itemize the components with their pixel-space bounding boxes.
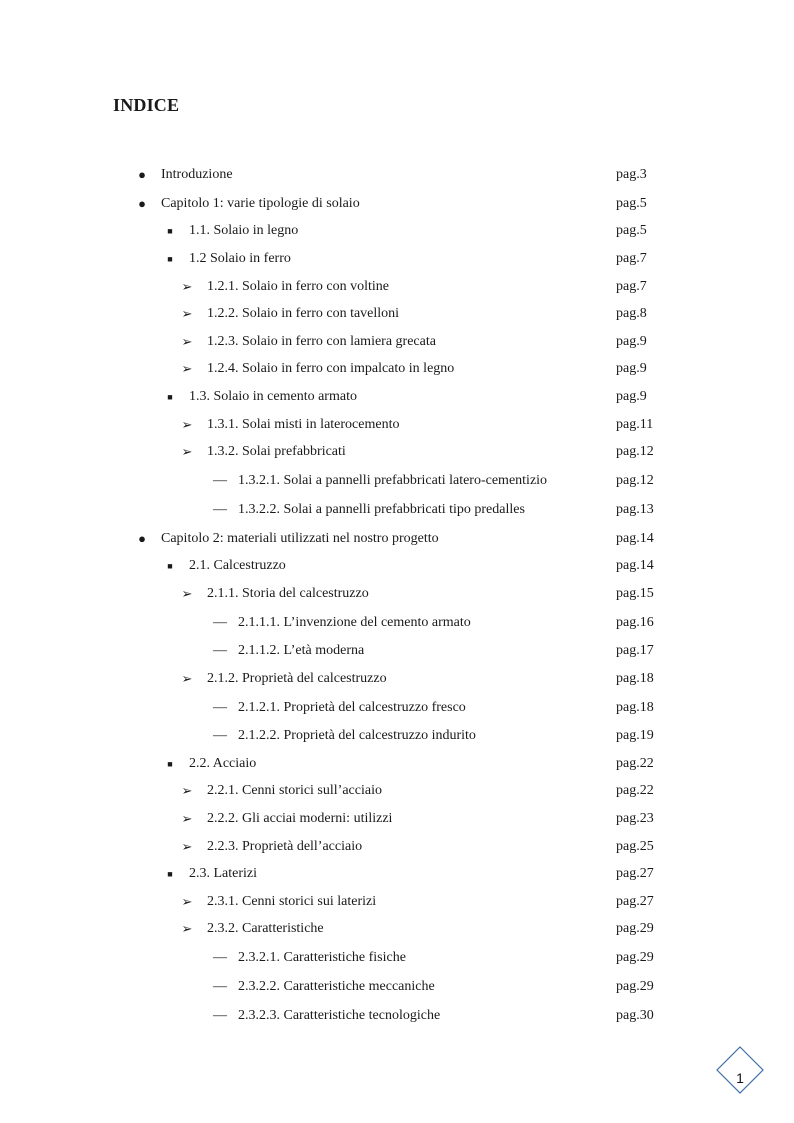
arrow-bullet-icon: ➢ <box>181 921 193 936</box>
toc-entry <box>0 358 794 380</box>
toc-entry-label: 2.1. Calcestruzzo <box>189 558 286 573</box>
toc-entry-label: 1.3.2.1. Solai a pannelli prefabbricati latero-cementizio <box>238 473 548 488</box>
toc-entry <box>0 697 794 719</box>
toc-entry-page: pag.8 <box>616 306 647 321</box>
toc-entry <box>0 386 794 408</box>
toc-entry <box>0 499 794 521</box>
toc-entry-page: pag.11 <box>616 417 654 432</box>
dash-bullet-icon: — <box>213 728 227 743</box>
arrow-bullet-icon: ➢ <box>181 306 193 321</box>
toc-entry <box>0 248 794 270</box>
toc-entry-page: pag.5 <box>616 223 647 238</box>
toc-entry-label: 2.3.2.3. Caratteristiche tecnologiche <box>238 1008 441 1023</box>
toc-entry-label: 1.2 Solaio in ferro <box>189 251 291 266</box>
page-number: 1 <box>736 1070 744 1086</box>
toc-entry-label: Introduzione <box>161 167 233 182</box>
toc-entry-label: 2.2.2. Gli acciai moderni: utilizzi <box>207 811 393 826</box>
toc-entry-label: 2.3.1. Cenni storici sui laterizi <box>207 894 377 909</box>
arrow-bullet-icon: ➢ <box>181 586 193 601</box>
toc-entry-label: 2.3. Laterizi <box>189 866 258 881</box>
arrow-bullet-icon: ➢ <box>181 334 193 349</box>
toc-entry-page: pag.29 <box>616 950 654 965</box>
toc-entry <box>0 918 794 940</box>
dash-bullet-icon: — <box>213 700 227 715</box>
toc-entry-page: pag.29 <box>616 979 654 994</box>
square-bullet-icon: ■ <box>167 759 173 769</box>
dash-bullet-icon: — <box>213 979 227 994</box>
toc-entry-page: pag.27 <box>616 894 654 909</box>
toc-entry-label: 2.2. Acciaio <box>189 756 257 771</box>
toc-entry <box>0 583 794 605</box>
toc-entry-label: 1.3.2.2. Solai a pannelli prefabbricati tipo predalles <box>238 502 525 517</box>
toc-entry-page: pag.12 <box>616 444 654 459</box>
toc-entry-label: 2.1.2. Proprietà del calcestruzzo <box>207 671 387 686</box>
toc-entry-label: 2.3.2.2. Caratteristiche meccaniche <box>238 979 435 994</box>
toc-entry-label: Capitolo 2: materiali utilizzati nel nostro progetto <box>161 531 439 546</box>
toc-entry-page: pag.7 <box>616 251 647 266</box>
toc-entry-label: 1.3.1. Solai misti in laterocemento <box>207 417 400 432</box>
toc-entry <box>0 528 794 550</box>
page-number-badge <box>716 1046 764 1094</box>
toc-entry-page: pag.7 <box>616 279 647 294</box>
toc-entry-page: pag.23 <box>616 811 654 826</box>
toc-entry <box>0 836 794 858</box>
arrow-bullet-icon: ➢ <box>181 811 193 826</box>
square-bullet-icon: ■ <box>167 254 173 264</box>
toc-entry-page: pag.14 <box>616 531 654 546</box>
toc-entry-label: 2.1.2.2. Proprietà del calcestruzzo indurito <box>238 728 476 743</box>
arrow-bullet-icon: ➢ <box>181 444 193 459</box>
toc-entry-label: Capitolo 1: varie tipologie di solaio <box>161 196 360 211</box>
toc-entry <box>0 863 794 885</box>
toc-entry-label: 2.1.1.1. L’invenzione del cemento armato <box>238 615 471 630</box>
toc-entry-label: 1.2.2. Solaio in ferro con tavelloni <box>207 306 400 321</box>
toc-entry <box>0 780 794 802</box>
toc-entry-page: pag.22 <box>616 783 654 798</box>
toc-entry <box>0 753 794 775</box>
toc-entry-page: pag.5 <box>616 196 647 211</box>
dash-bullet-icon: — <box>213 1008 227 1023</box>
toc-entry-page: pag.13 <box>616 502 654 517</box>
toc-entry-page: pag.9 <box>616 389 647 404</box>
toc-entry-page: pag.19 <box>616 728 654 743</box>
dash-bullet-icon: — <box>213 950 227 965</box>
toc-entry <box>0 303 794 325</box>
toc-entry-page: pag.18 <box>616 671 654 686</box>
square-bullet-icon: ■ <box>167 392 173 402</box>
dash-bullet-icon: — <box>213 502 227 517</box>
toc-entry-label: 2.2.1. Cenni storici sull’acciaio <box>207 783 382 798</box>
toc-entry-page: pag.16 <box>616 615 654 630</box>
toc-entry <box>0 947 794 969</box>
arrow-bullet-icon: ➢ <box>181 839 193 854</box>
page-title: INDICE <box>113 95 180 115</box>
toc-entry-page: pag.9 <box>616 361 647 376</box>
dash-bullet-icon: — <box>213 643 227 658</box>
toc-entry-page: pag.18 <box>616 700 654 715</box>
toc-entry-label: 2.1.1.2. L’età moderna <box>238 643 365 658</box>
toc-entry-label: 1.3.2. Solai prefabbricati <box>207 444 346 459</box>
arrow-bullet-icon: ➢ <box>181 279 193 294</box>
toc-entry <box>0 331 794 353</box>
toc-entry <box>0 640 794 662</box>
bullet-icon: ● <box>138 531 146 546</box>
toc-entry-page: pag.12 <box>616 473 654 488</box>
arrow-bullet-icon: ➢ <box>181 361 193 376</box>
toc-entry <box>0 276 794 298</box>
toc-entry <box>0 193 794 215</box>
toc-entry-label: 1.1. Solaio in legno <box>189 223 299 238</box>
toc-entry-label: 2.3.2. Caratteristiche <box>207 921 324 936</box>
toc-entry <box>0 470 794 492</box>
toc-entry-label: 2.2.3. Proprietà dell’acciaio <box>207 839 363 854</box>
toc-entry-page: pag.15 <box>616 586 654 601</box>
toc-entry <box>0 725 794 747</box>
toc-entry-page: pag.25 <box>616 839 654 854</box>
toc-entry <box>0 164 794 186</box>
toc-entry-label: 2.1.1. Storia del calcestruzzo <box>207 586 369 601</box>
toc-entry <box>0 976 794 998</box>
toc-entry <box>0 612 794 634</box>
toc-entry-label: 1.2.1. Solaio in ferro con voltine <box>207 279 389 294</box>
toc-entry-page: pag.27 <box>616 866 654 881</box>
toc-entry-label: 1.3. Solaio in cemento armato <box>189 389 357 404</box>
toc-entry-page: pag.14 <box>616 558 654 573</box>
toc-entry-page: pag.29 <box>616 921 654 936</box>
toc-entry <box>0 808 794 830</box>
toc-entry-page: pag.22 <box>616 756 654 771</box>
toc-entry-page: pag.30 <box>616 1008 654 1023</box>
toc-entry-page: pag.17 <box>616 643 654 658</box>
arrow-bullet-icon: ➢ <box>181 894 193 909</box>
toc-entry <box>0 414 794 436</box>
toc-entry <box>0 891 794 913</box>
arrow-bullet-icon: ➢ <box>181 783 193 798</box>
toc-entry-label: 2.3.2.1. Caratteristiche fisiche <box>238 950 406 965</box>
square-bullet-icon: ■ <box>167 869 173 879</box>
bullet-icon: ● <box>138 196 146 211</box>
toc-entry <box>0 220 794 242</box>
bullet-icon: ● <box>138 167 146 182</box>
square-bullet-icon: ■ <box>167 226 173 236</box>
arrow-bullet-icon: ➢ <box>181 671 193 686</box>
toc-entry <box>0 1005 794 1027</box>
toc-entry-page: pag.3 <box>616 167 647 182</box>
toc-entry <box>0 441 794 463</box>
toc-entry-label: 2.1.2.1. Proprietà del calcestruzzo fresco <box>238 700 466 715</box>
toc-entry <box>0 668 794 690</box>
toc-entry <box>0 555 794 577</box>
dash-bullet-icon: — <box>213 473 227 488</box>
arrow-bullet-icon: ➢ <box>181 417 193 432</box>
dash-bullet-icon: — <box>213 615 227 630</box>
toc-entry-page: pag.9 <box>616 334 647 349</box>
toc-entry-label: 1.2.3. Solaio in ferro con lamiera grecata <box>207 334 436 349</box>
toc-entry-label: 1.2.4. Solaio in ferro con impalcato in legno <box>207 361 455 376</box>
square-bullet-icon: ■ <box>167 561 173 571</box>
